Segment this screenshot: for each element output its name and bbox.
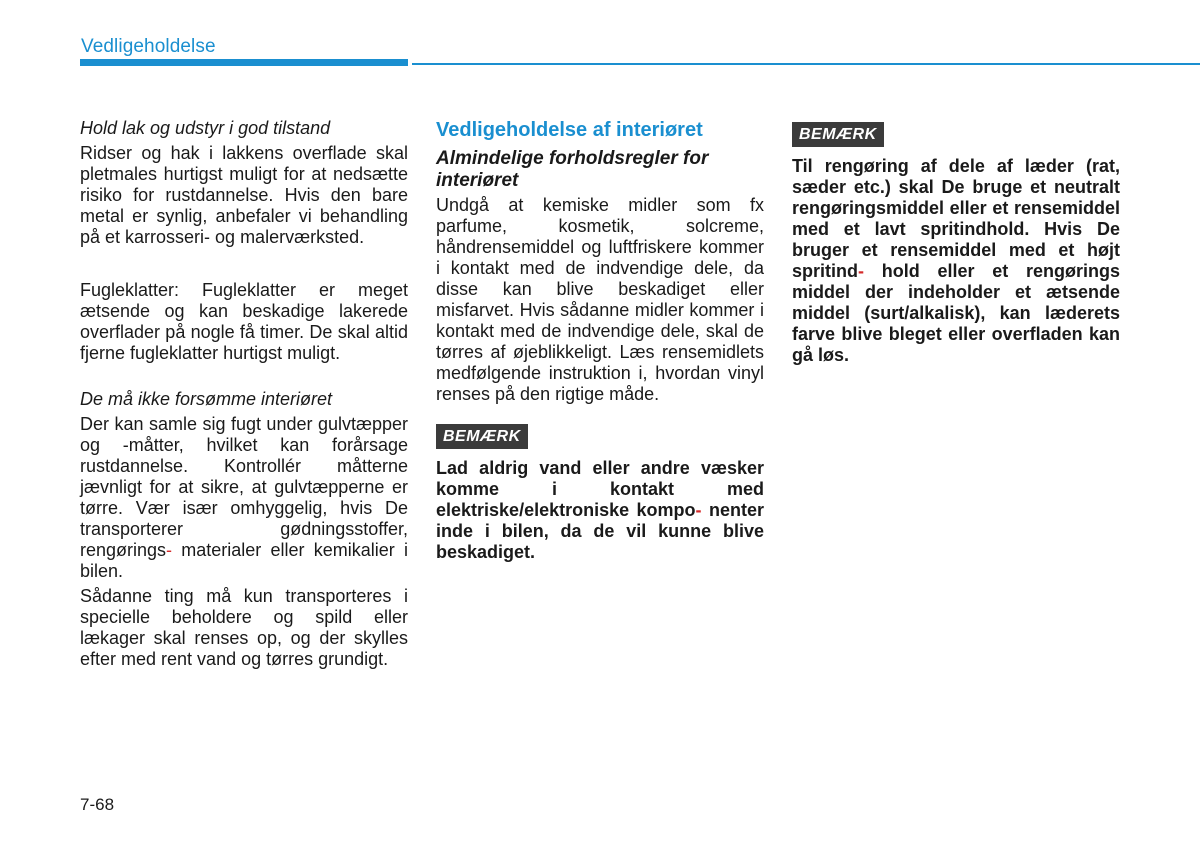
section-title-interior: Vedligeholdelse af interiøret xyxy=(436,119,703,141)
paragraph-paint-scratches: Ridser og hak i lakkens overflade skal pletmales hurtigst muligt for at nedsætte risiko for rustdannelse. Hvis den bare metal er synlig, anbefaler vi behandling på et karrosseri- og malerværksted. xyxy=(80,143,408,247)
header-rule-thick xyxy=(80,59,408,66)
header-rule-thin xyxy=(412,63,1200,65)
note-badge: BEMÆRK xyxy=(792,122,884,147)
page-number: 7-68 xyxy=(80,795,115,814)
paragraph-chemicals: Undgå at kemiske midler som fx parfume, kosmetik, solcreme, håndrensemiddel og luftfriskere kommer i kontakt med de indvendige dele, da disse kan blive beskadiget eller misfarvet. Hvis sådanne midler kommer i kontakt med de indvendige dele, skal de tørres af øjeblikkeligt. Læs rensemidlets medfølgende instruktion i, hvordan vinyl renses på den rigtige måde. xyxy=(436,195,764,404)
paragraph-moisture xyxy=(80,414,408,582)
subheading-paint-care: Hold lak og udstyr i god tilstand xyxy=(80,118,331,138)
note-text-liquids-part1: Lad aldrig vand eller andre væsker komme i kontakt med elektriske/elektroniske kompo xyxy=(436,458,764,520)
hyphen-mark: - xyxy=(166,540,173,560)
hyphen-mark: - xyxy=(695,500,702,520)
paragraph-moisture-part2: materialer eller kemikalier i bilen. xyxy=(80,540,408,581)
note-text-leather xyxy=(792,156,1120,366)
paragraph-moisture-part1: Der kan samle sig fugt under gulvtæpper og -måtter, hvilket kan forårsage rustdannelse. Kontrollér måtterne jævnligt for at sikre, at gulvtæpperne er tørre. Vær især omhyggelig, hvis De transporterer gødningsstoffer, rengørings xyxy=(80,414,408,560)
column-left xyxy=(80,118,408,670)
page-header-title: Vedligeholdelse xyxy=(81,36,216,57)
paragraph-bird-droppings: Fugleklatter: Fugleklatter er meget ætsende og kan beskadige lakerede overflader på nogle få timer. De skal altid fjerne fugleklatter hurtigst muligt. xyxy=(80,280,408,363)
subheading-general-precautions: Almindelige forholdsregler for interiøret xyxy=(436,148,709,191)
note-text-liquids xyxy=(436,458,764,563)
note-badge: BEMÆRK xyxy=(436,424,528,449)
paragraph-transport: Sådanne ting må kun transporteres i specielle beholdere og spild eller lækager skal renses op, og der skylles efter med rent vand og tørres grundigt. xyxy=(80,586,408,669)
column-right xyxy=(792,118,1120,366)
note-text-leather-part2: hold eller et rengørings middel der indeholder et ætsende middel (surt/alkalisk), kan læderets farve blive bleget eller overfladen kan gå løs. xyxy=(792,261,1120,365)
note-text-leather-part1: Til rengøring af dele af læder (rat, sæder etc.) skal De bruge et neutralt rengøringsmiddel eller et rensemiddel med et lavt spritindhold. Hvis De bruger et rensemiddel med et højt spritind xyxy=(792,156,1120,281)
column-middle xyxy=(436,118,764,563)
hyphen-mark: - xyxy=(858,261,864,281)
note-text-liquids-part2: nenter inde i bilen, da de vil kunne blive beskadiget. xyxy=(436,500,764,562)
subheading-interior-neglect: De må ikke forsømme interiøret xyxy=(80,389,333,409)
